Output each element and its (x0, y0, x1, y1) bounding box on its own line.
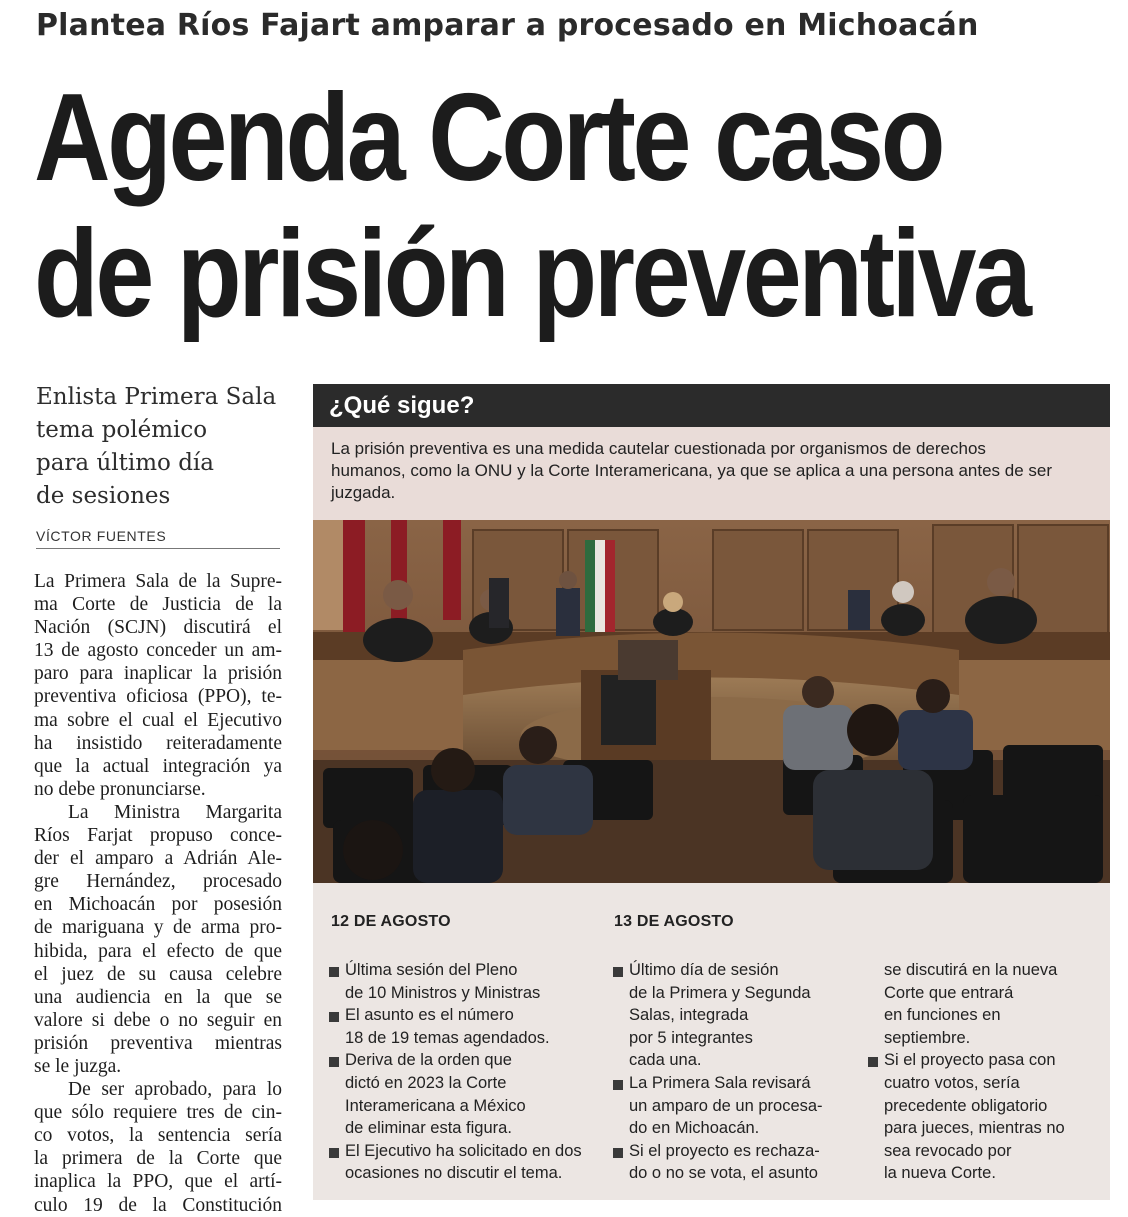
deck-line: Enlista Primera Sala (36, 384, 277, 410)
timeline-bullet-item: Si el proyecto pasa con (884, 1049, 1065, 1072)
body-line: La Primera Sala de la Supre- (34, 571, 282, 592)
timeline-bullet-item: El asunto es el número (345, 1004, 582, 1027)
timeline-line: Interamericana a México (345, 1096, 526, 1115)
timeline-date-2: 13 DE AGOSTO (614, 913, 734, 930)
body-line: der el amparo a Adrián Ale- (34, 848, 282, 870)
body-line: gre Hernández, procesado (34, 871, 282, 893)
body-line: que la actual integración ya (34, 755, 282, 777)
timeline-line: 18 de 19 temas agendados. (345, 1028, 550, 1047)
timeline-line: dictó en 2023 la Corte (345, 1073, 507, 1092)
timeline-line: en funciones en (884, 1006, 1001, 1025)
info-box-title: ¿Qué sigue? (313, 384, 1110, 427)
timeline-column-2 (629, 959, 823, 1185)
court-session-photo (313, 520, 1110, 883)
intro-line: La prisión preventiva es una medida cautelar cuestionada por organismos de derechos (331, 439, 986, 458)
timeline-date-1: 12 DE AGOSTO (331, 913, 451, 930)
timeline-line: ocasiones no discutir el tema. (345, 1164, 563, 1183)
timeline-line: para jueces, mientras no (884, 1119, 1065, 1138)
body-line: preventiva oficiosa (PPO), te- (34, 686, 282, 708)
timeline-line: sea revocado por (884, 1141, 1012, 1160)
body-line: ha insistido reiteradamente (34, 732, 282, 754)
timeline (313, 883, 1110, 1200)
headline-line-1: Agenda Corte caso (34, 69, 943, 207)
deck-line: tema polémico (36, 417, 208, 443)
timeline-column-1 (345, 959, 582, 1185)
timeline-bullet-item: Último día de sesión (629, 959, 823, 982)
timeline-bullet-item: Si el proyecto es rechaza- (629, 1140, 823, 1163)
kicker: Plantea Ríos Fajart amparar a procesado en Michoacán (36, 8, 979, 43)
timeline-column-3 (884, 959, 1065, 1185)
body-line: la primera de la Corte que (34, 1148, 282, 1170)
paragraph-2 (34, 801, 282, 1078)
body-line: no debe pronunciarse. (34, 778, 206, 800)
timeline-line: de 10 Ministros y Ministras (345, 983, 541, 1002)
timeline-bullet-item: Última sesión del Pleno (345, 959, 582, 982)
body-line: prisión preventiva mientras (34, 1032, 282, 1054)
body-line: se le juzga. (34, 1055, 122, 1077)
timeline-bullet-item: La Primera Sala revisará (629, 1072, 823, 1095)
timeline-line: por 5 integrantes (629, 1028, 753, 1047)
body-line: de mariguana y de arma pro- (34, 917, 282, 939)
timeline-line: do o no se vota, el asunto (629, 1164, 818, 1183)
body-line: en Michoacán por posesión (34, 894, 282, 916)
timeline-line: cuatro votos, sería (884, 1073, 1020, 1092)
body-line: Nación (SCJN) discutirá el (34, 617, 282, 639)
timeline-line: de eliminar esta figura. (345, 1119, 512, 1138)
timeline-line: se discutirá en la nueva (884, 961, 1058, 979)
timeline-line: septiembre. (884, 1028, 971, 1047)
body-line: co votos, la sentencia sería (34, 1125, 282, 1147)
timeline-line: un amparo de un procesa- (629, 1096, 823, 1115)
deck-line: de sesiones (36, 483, 171, 509)
body-line: una audiencia en la que se (34, 986, 282, 1008)
body-line: De ser aprobado, para lo (68, 1079, 282, 1101)
article-body (34, 570, 282, 1216)
info-box-intro (313, 427, 1110, 520)
timeline-line: Salas, integrada (629, 1006, 749, 1025)
body-line: paro para inaplicar la prisión (34, 663, 282, 685)
timeline-line: precedente obligatorio (884, 1096, 1048, 1115)
deck-line: para último día (36, 450, 214, 476)
timeline-line: cada una. (629, 1051, 702, 1070)
intro-line: humanos, como la ONU y la Corte Interamericana, ya que se aplica a una persona antes de ser (331, 461, 1052, 480)
paragraph-3 (34, 1078, 282, 1217)
headline (34, 69, 1029, 343)
body-line: ma Corte de Justicia de la (34, 594, 282, 616)
body-line: ma sobre el cual el Ejecutivo (34, 709, 282, 731)
timeline-bullet-item: Deriva de la orden que (345, 1049, 582, 1072)
timeline-bullet-item: El Ejecutivo ha solicitado en dos (345, 1140, 582, 1163)
byline: VÍCTOR FUENTES (36, 528, 280, 549)
intro-line: juzgada. (331, 483, 396, 502)
body-line: La Ministra Margarita (68, 801, 282, 823)
body-line: inaplica la PPO, que el artí- (34, 1171, 282, 1193)
timeline-line: Corte que entrará (884, 983, 1014, 1002)
timeline-line: la nueva Corte. (884, 1164, 996, 1183)
paragraph-1 (34, 570, 282, 801)
body-line: valore si debe o no seguir en (34, 1009, 282, 1031)
timeline-line: do en Michoacán. (629, 1119, 760, 1138)
headline-line-2: de prisión preventiva (34, 205, 1029, 343)
body-line: 13 de agosto conceder un am- (34, 640, 282, 662)
body-line: Ríos Farjat propuso conce- (34, 825, 282, 847)
body-line: el juez de su causa celebre (34, 963, 282, 985)
court-session-illustration (313, 520, 1110, 883)
timeline-line: de la Primera y Segunda (629, 983, 811, 1002)
body-line: culo 19 de la Constitución (34, 1194, 282, 1216)
body-line: que sólo requiere tres de cin- (34, 1102, 282, 1124)
deck (36, 381, 286, 513)
body-line: hibida, para el efecto de que (34, 940, 282, 962)
